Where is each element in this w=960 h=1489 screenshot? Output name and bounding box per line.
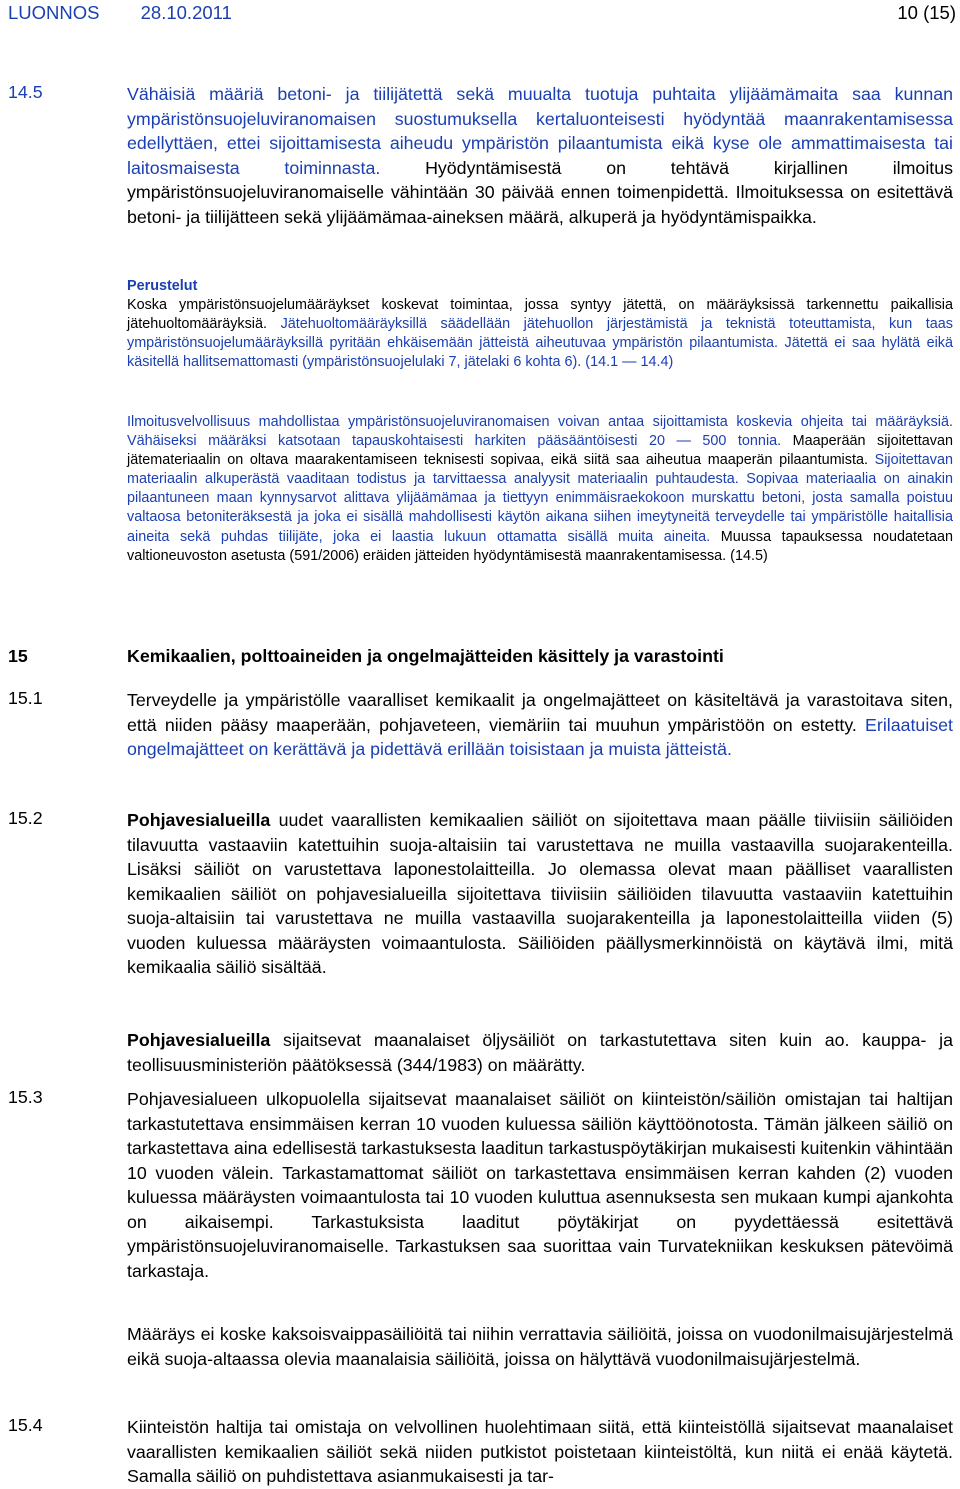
text-15-3-a: Pohjavesialueen ulkopuolella sijaitsevat maanalaiset säiliöt on kiinteistön/säiliön omistajan tai haltijan tarkastutettava ensimmäisen kerran 10 vuoden kuluessa säiliön käyttöönotosta. Tämän jälkeen säiliö on tarkastettava aina edellisestä tarkastuksesta laaditun tarkastuspöytäkirjan mukaisesti kuitenkin vähintään 10 vuoden välein. Tarkastamattomat säiliöt on tarkastettava ensimmäisen kerran kahden (2) vuoden kuluessa määräysten voimaantulosta tai 10 vuoden kuluttua asennuksesta sen mukaan kumpi ajankohta on aikaisempi. Tarkastuksista laaditut pöytäkirjat on pyydettäessä esitettävä ympäristönsuojeluviranomaiselle. Tarkastuksen saa suorittaa vain Turvatekniikan keskuksen pätevöimä tarkastaja. (127, 1089, 953, 1281)
section-number-14-5: 14.5 (8, 82, 43, 102)
perustelut-p2-blue: Ilmoitusvelvollisuus mahdollistaa ympäristönsuojeluviranomaisen voivan antaa sijoittamista koskevia ohjeita tai määräyksiä. Vähäiseksi määräksi katsotaan tapauskohtaisesti harkiten pääsääntöisesti 20 — 500 tonnia. (127, 414, 953, 450)
paragraph-15-3-b (127, 1322, 953, 1371)
perustelut-heading: Perustelut (127, 278, 198, 294)
page-header-left (8, 2, 232, 28)
paragraph-14-5 (127, 82, 953, 229)
paragraph-15-2 (127, 808, 953, 980)
perustelut-p2-black: Maaperään sijoitettavan jätemateriaalin on oltava maarakentamiseen teknisesti sopivaa, eikä siitä saa aiheutua maaperän pilaantumista. (127, 433, 953, 469)
text-14-5-blue: Vähäisiä määriä betoni- ja tiilijätettä sekä muualta tuotuja puhtaita ylijäämämaita saa kunnan ympäristönsuojeluviranomaisen suostumuksella kertaluonteisesti hyödyntää maanrakentamisessa edellyttäen, ettei sijoittamisesta aiheudu ympäristön pilaantumista eikä kyse ole ammattimaisesta tai laitosmaisesta toiminnasta. (127, 84, 953, 178)
text-15-3-b: Määräys ei koske kaksoisvaippasäiliöitä tai niihin verrattavia säiliöitä, joissa on vuodonilmaisujärjestelmä eikä suoja-altaassa olevia maanalaisia säiliöitä, joissa on hälyttävä vuodonilmaisujärjestelmä. (127, 1324, 953, 1369)
section-title-15: Kemikaalien, polttoaineiden ja ongelmajätteiden käsittely ja varastointi (127, 646, 724, 666)
text-15-2-bold: Pohjavesialueilla (127, 810, 271, 830)
perustelut-p2-blue2: Sijoitettavan materiaalin alkuperästä vaaditaan todistus ja tarvittaessa analyysit materiaalin puhtaudesta. Sopivaa materiaalia on ainakin pilaantuneen maan kynnysarvot alittava ylijäämämaa ja tiettyyn enimmäisraekokoon murskattu betoni, josta samalla poistuu valtaosa betoniteräksestä ja joka ei sisällä mahdollisesti käytön aikana siihen imeytyneitä terveydelle tai ympäristölle haitallisia aineita sekä puhdas tiilijäte, joka ei laastia lukuun ottamatta sisällä muita aineita. (127, 452, 953, 545)
text-15-2-a: uudet vaarallisten kemikaalien säiliöt on sijoitettava maan päälle tiiviisiin säiliöiden tilavuutta vastaaviin katettuihin suoja-altaisiin tai varustettava ne muilla vastaavilla suojarakenteilla. Lisäksi säiliöt on varustettava laponestolaitteilla. Jo olemassa olevat maan päälliset vaarallisten kemikaalien säiliöt on pohjavesialueilla sijoitettava tiiviisiin säiliöiden tilavuutta vastaaviin katettuihin suoja-altaisiin tai varustettava ne muilla vastaavilla suojarakenteilla ja laponestolaitteilla viiden (5) vuoden kuluessa määräysten voimaantulosta. Säiliöiden päällysmerkinnöistä on käytävä ilmi, mitä kemikaalia säiliö sisältää. (127, 810, 953, 977)
section-number-15-4: 15.4 (8, 1415, 43, 1435)
section-number-15-2: 15.2 (8, 808, 43, 828)
paragraph-15-1 (127, 688, 953, 762)
perustelut-p1-blue: Jätehuoltomääräyksillä säädellään jätehuollon järjestämistä ja teknistä toteuttamista, kun taas ympäristönsuojelumääräyksillä pyritään ehkäisemään jätteistä aiheutuvaa ympäristön pilaantumista. Jätettä ei saa hylätä eikä käsitellä hallitsemattomasti (ympäristönsuojelulaki 7, jätelaki 6 kohta 6). (14.1 — 14.4) (127, 316, 953, 371)
perustelut-block (127, 277, 953, 372)
perustelut-p1-black: Koska ympäristönsuojelumääräykset koskevat toimintaa, jossa syntyy jätettä, on määräyksissä tarkennettu paikallisia jätehuoltomääräyksiä. (127, 297, 953, 333)
text-15-1-b: Erilaatuiset ongelmajätteet on kerättävä ja pidettävä erillään toisistaan ja muista jätteistä. (127, 714, 953, 759)
header-date: 28.10.2011 (140, 2, 232, 23)
perustelut-block-2 (127, 413, 953, 566)
page-number: 10 (15) (897, 2, 956, 23)
text-15-4: Kiinteistön haltija tai omistaja on velvollinen huolehtimaan siitä, että kiinteistöllä sijaitsevat maanalaiset vaarallisten kemikaalien säiliöt sekä niiden putkistot poistetaan kiinteistöltä, kun niitä ei enää käytetä. Samalla säiliö on puhdistettava asianmukaisesti ja tar- (127, 1417, 953, 1486)
text-15-2-bold2: Pohjavesialueilla (127, 1030, 271, 1050)
text-15-2-b: sijaitsevat maanalaiset öljysäiliöt on tarkastutettava siten kuin ao. kauppa- ja teollisuusministeriön päätöksessä (344/1983) on määrätty. (127, 1030, 953, 1075)
text-15-1-a: Terveydelle ja ympäristölle vaaralliset kemikaalit ja ongelmajätteet on käsiteltävä ja varastoitava siten, että niiden pääsy maaperään, pohjaveteen, viemäriin tai muuhun ympäristöön on estetty. (127, 690, 953, 735)
text-14-5-black: Hyödyntämisestä on tehtävä kirjallinen ilmoitus ympäristönsuojeluviranomaiselle vähintään 30 päivää ennen toimenpidettä. Ilmoituksessa on esitettävä betoni- ja tiilijätteen sekä ylijäämämaa-aineksen määrä, alkuperä ja hyödyntämispaikka. (127, 157, 953, 227)
paragraph-15-2-b (127, 1028, 953, 1077)
paragraph-15-3 (127, 1087, 953, 1283)
section-number-15-1: 15.1 (8, 688, 43, 708)
perustelut-p2-black2: Muussa tapauksessa noudatetaan valtioneuvoston asetusta (591/2006) eräiden jätteiden hyödyntämisestä maanrakentamisessa. (14.5) (127, 528, 954, 564)
draft-status: LUONNOS (8, 2, 100, 23)
section-number-15: 15 (8, 646, 28, 666)
paragraph-15-4 (127, 1415, 953, 1489)
section-number-15-3: 15.3 (8, 1087, 43, 1107)
